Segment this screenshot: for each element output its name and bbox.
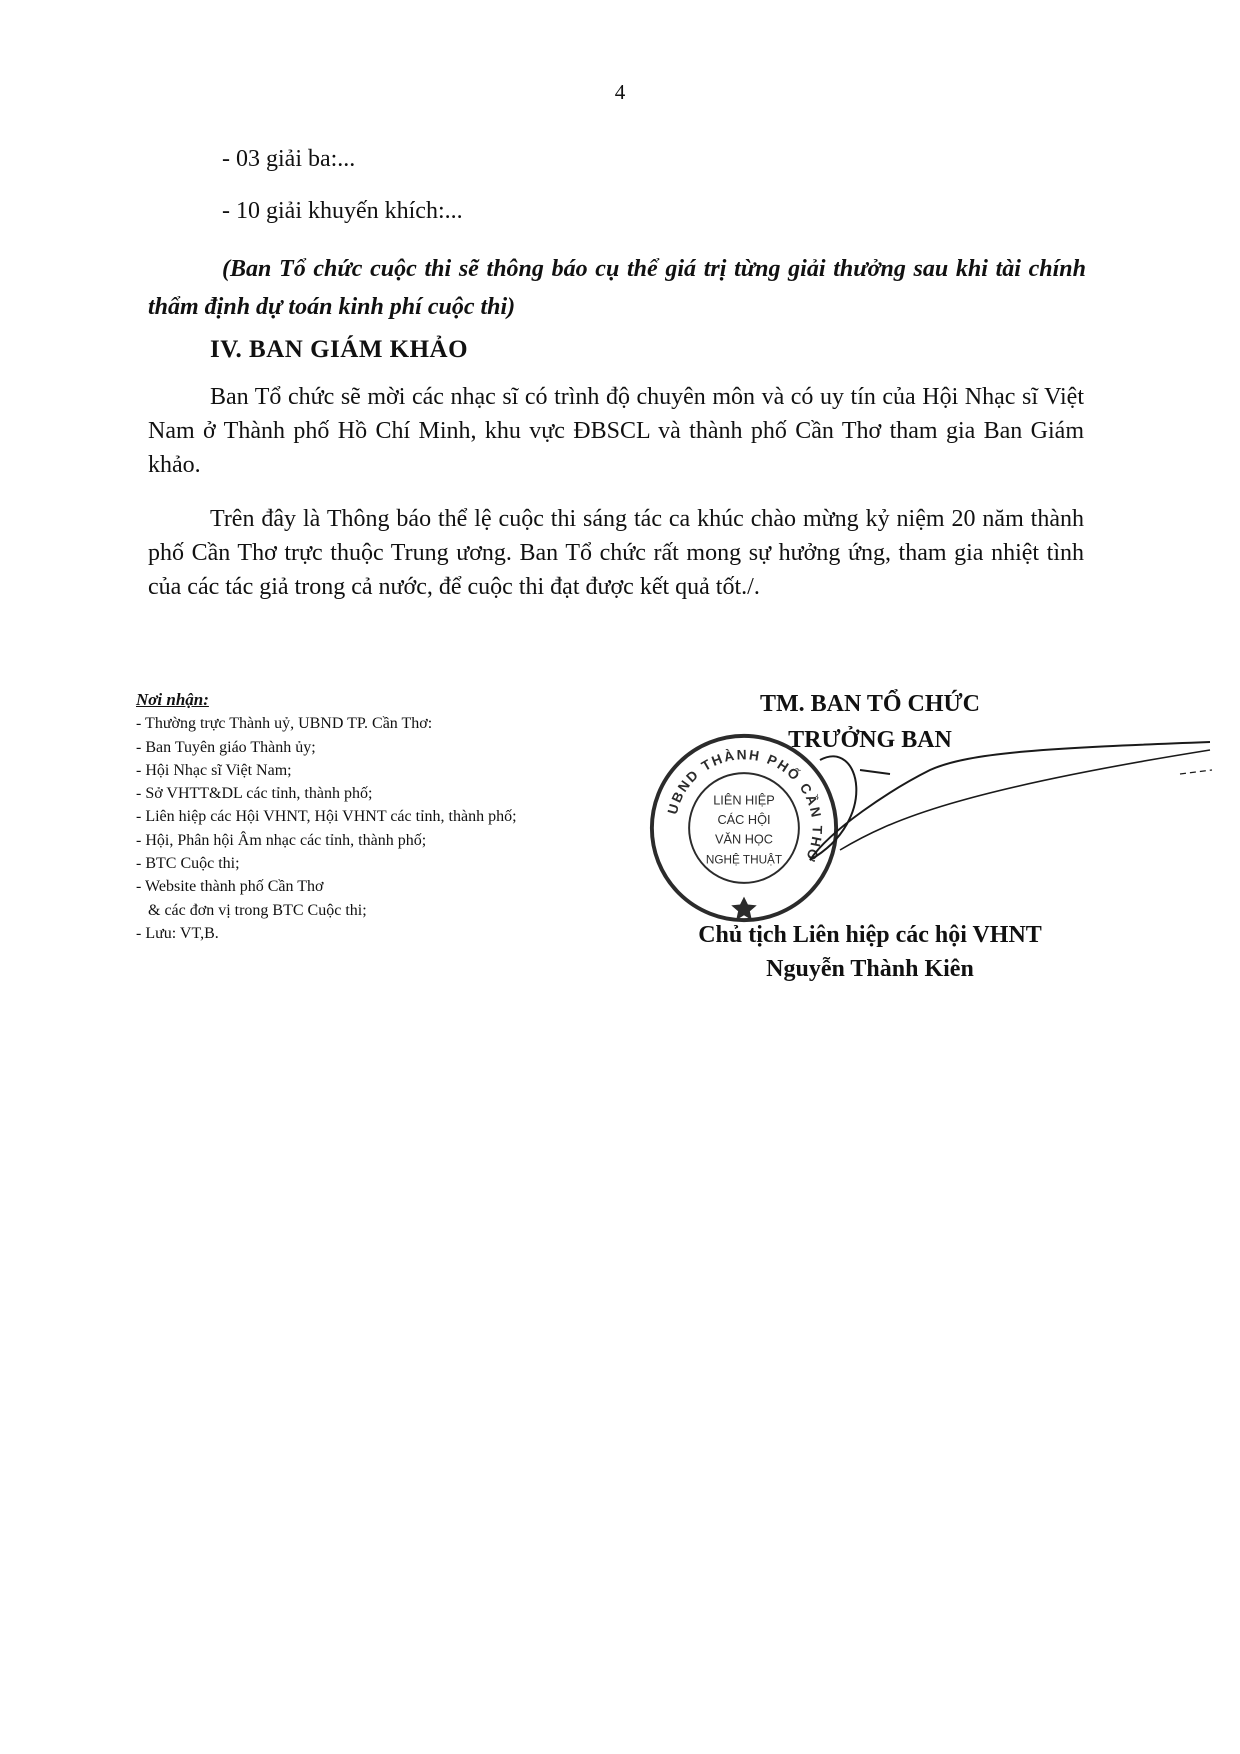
recipients-block (136, 688, 576, 945)
recipients-list (136, 712, 576, 945)
signature-role: TRƯỞNG BAN (788, 727, 952, 753)
signature-org: TM. BAN TỔ CHỨC (759, 691, 980, 717)
seal-star-icon (731, 897, 756, 921)
recipient-item: - Website thành phố Cần Thơ (136, 878, 324, 896)
recipient-item: - Ban Tuyên giáo Thành ủy; (136, 738, 316, 756)
seal-text-line: NGHỆ THUẬT (705, 853, 783, 867)
prize-third: - 03 giải ba:... (222, 146, 356, 172)
recipient-item: - Thường trực Thành uỷ, UBND TP. Cần Thơ: (136, 715, 433, 733)
handwritten-signature (800, 730, 1220, 880)
recipient-item: - Hội Nhạc sĩ Việt Nam; (136, 761, 292, 779)
closing-paragraph: Trên đây là Thông báo thể lệ cuộc thi sáng tác ca khúc chào mừng kỷ niệm 20 năm thành phố Cần Thơ trực thuộc Trung ương. Ban Tổ chức rất mong sự hưởng ứng, tham gia nhiệt tình của các tác giả trong cả nước, để cuộc thi đạt được kết quả tốt./. (148, 506, 1084, 600)
seal-text-line: VĂN HỌC (714, 831, 774, 847)
section-heading: IV. BAN GIÁM KHẢO (210, 336, 469, 363)
recipients-title: Nơi nhận: (136, 690, 209, 709)
recipient-item: - Hội, Phân hội Âm nhạc các tỉnh, thành phố; (136, 831, 427, 849)
recipient-item: - Lưu: VT,B. (136, 924, 219, 942)
prize-note: (Ban Tổ chức cuộc thi sẽ thông báo cụ thể giá trị từng giải thưởng sau khi tài chính thẩm định dự toán kinh phí cuộc thi) (148, 256, 1086, 320)
recipient-item: - Liên hiệp các Hội VHNT, Hội VHNT các tỉnh, thành phố; (136, 808, 517, 826)
jury-paragraph: Ban Tổ chức sẽ mời các nhạc sĩ có trình độ chuyên môn và có uy tín của Hội Nhạc sĩ Việt Nam ở Thành phố Hồ Chí Minh, khu vực ĐBSCL và thành phố Cần Thơ tham gia Ban Giám khảo. (148, 384, 1084, 478)
recipient-item: - BTC Cuộc thi; (136, 855, 240, 873)
seal-text-line: LIÊN HIỆP (713, 792, 775, 808)
seal-outer-text: UBND THÀNH PHỐ CẦN THƠ (664, 747, 825, 865)
recipient-item: & các đơn vị trong BTC Cuộc thi; (148, 901, 367, 919)
recipient-item: - Sở VHTT&DL các tỉnh, thành phố; (136, 785, 373, 803)
signature-position: Chủ tịch Liên hiệp các hội VHNT (698, 922, 1042, 948)
seal-text-line: CÁC HỘI (717, 812, 771, 828)
prize-consolation: - 10 giải khuyến khích:... (222, 198, 463, 224)
signer-name: Nguyễn Thành Kiên (766, 956, 974, 982)
page-number: 4 (614, 80, 626, 104)
